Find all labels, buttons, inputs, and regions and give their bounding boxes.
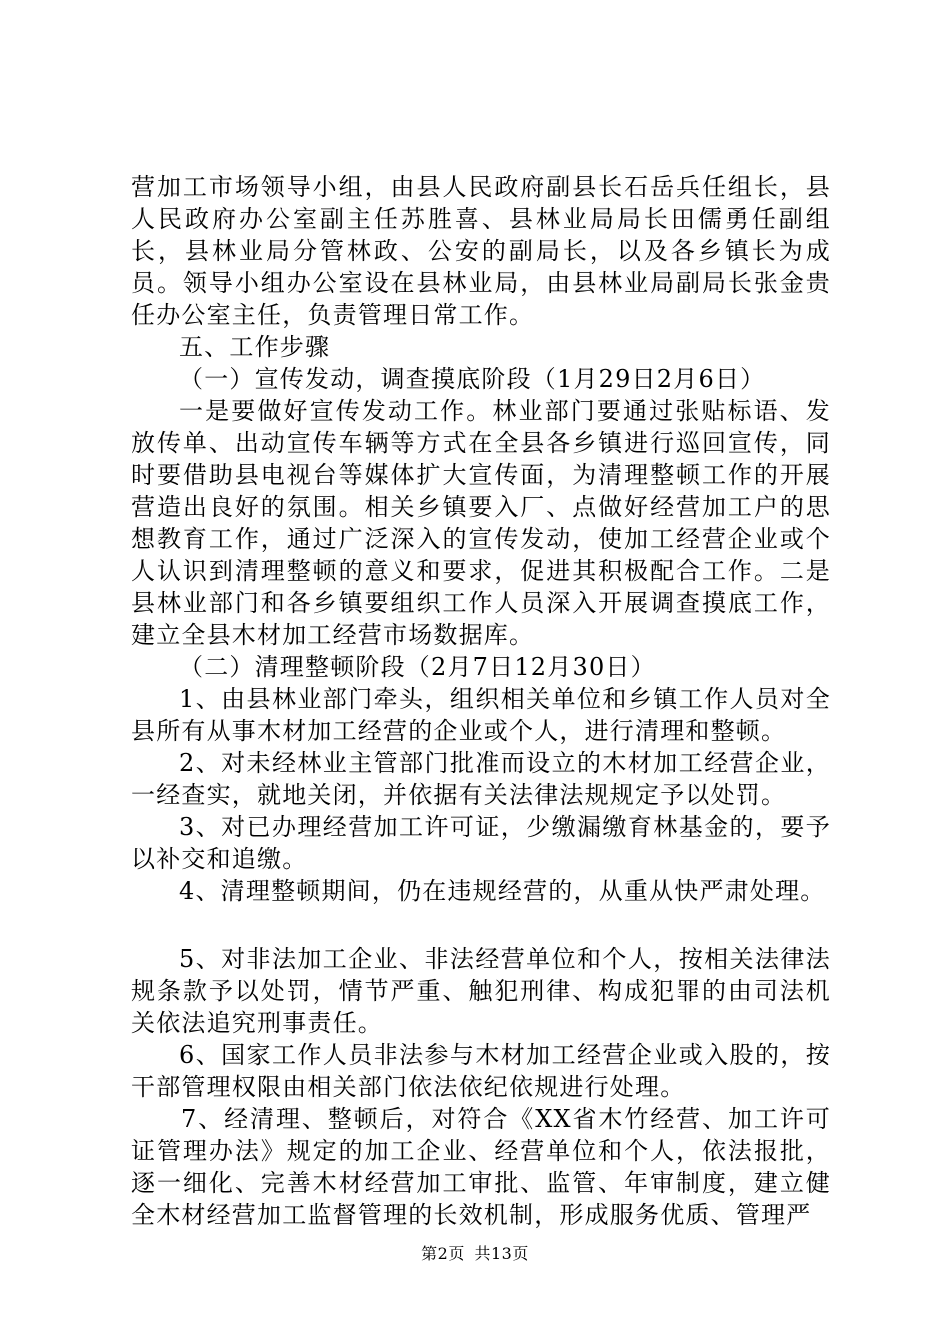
list-item-1: 1、由县林业部门牵头，组织相关单位和乡镇工作人员对全县所有从事木材加工经营的企业或个人，进行清理和整顿。: [131, 685, 831, 745]
paragraph-gap: [131, 907, 831, 943]
heading-work-steps: 五、工作步骤: [179, 333, 331, 361]
document-body: [131, 171, 831, 1231]
list-item-3: 3、对已办理经营加工许可证，少缴漏缴育林基金的，要予以补交和追缴。: [131, 813, 831, 873]
heading-stage-one: （一）宣传发动，调查摸底阶段（1月29日2月6日）: [179, 365, 766, 393]
list-item-6: 6、国家工作人员非法参与木材加工经营企业或入股的，按干部管理权限由相关部门依法依纪依规进行处理。: [131, 1041, 831, 1101]
page-number: 第2页: [421, 1244, 465, 1263]
page-footer: [0, 1244, 950, 1264]
list-item-7: 7、经清理、整顿后，对符合《XX省木竹经营、加工许可证管理办法》规定的加工企业、经营单位和个人，依法报批，逐一细化、完善木材经营加工审批、监管、年审制度，建立健全木材经营加工监督管理的长效机制，形成服务优质、管理严: [131, 1105, 831, 1229]
heading-stage-two: （二）清理整顿阶段（2月7日12月30日）: [179, 653, 656, 681]
page-total: 共13页: [474, 1244, 529, 1263]
list-item-5: 5、对非法加工企业、非法经营单位和个人，按相关法律法规条款予以处罚，情节严重、触犯刑律、构成犯罪的由司法机关依法追究刑事责任。: [131, 945, 831, 1037]
paragraph-stage-one-body: 一是要做好宣传发动工作。林业部门要通过张贴标语、发放传单、出动宣传车辆等方式在全县各乡镇进行巡回宣传，同时要借助县电视台等媒体扩大宣传面，为清理整顿工作的开展营造出良好的氛围。相关乡镇要入厂、点做好经营加工户的思想教育工作，通过广泛深入的宣传发动，使加工经营企业或个人认识到清理整顿的意义和要求，促进其积极配合工作。二是县林业部门和各乡镇要组织工作人员深入开展调查摸底工作，建立全县木材加工经营市场数据库。: [131, 397, 831, 649]
list-item-2: 2、对未经林业主管部门批准而设立的木材加工经营企业，一经查实，就地关闭，并依据有关法律法规规定予以处罚。: [131, 749, 831, 809]
list-item-4: 4、清理整顿期间，仍在违规经营的，从重从快严肃处理。: [179, 877, 826, 905]
paragraph-leadership-group: 营加工市场领导小组，由县人民政府副县长石岳兵任组长，县人民政府办公室副主任苏胜喜、县林业局局长田儒勇任副组长，县林业局分管林政、公安的副局长，以及各乡镇长为成员。领导小组办公室设在县林业局，由县林业局副局长张金贵任办公室主任，负责管理日常工作。: [131, 173, 831, 329]
